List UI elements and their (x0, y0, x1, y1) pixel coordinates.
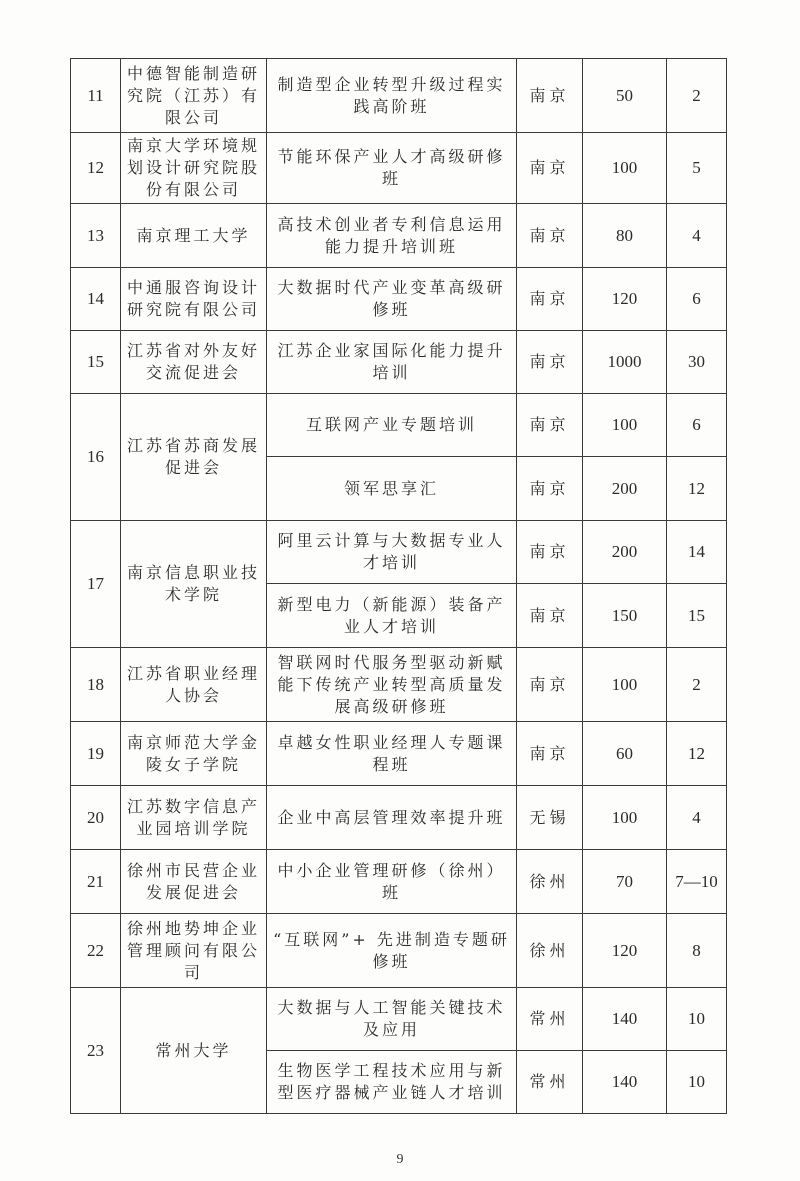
row-number: 21 (71, 850, 121, 914)
days-cell: 12 (667, 457, 727, 521)
organization-cell: 南京大学环境规划设计研究院股份有限公司 (121, 133, 267, 204)
city-cell: 南京 (517, 133, 583, 204)
organization-cell: 江苏省职业经理人协会 (121, 648, 267, 722)
city-cell: 徐州 (517, 850, 583, 914)
city-cell: 南京 (517, 59, 583, 133)
city-cell: 南京 (517, 268, 583, 331)
course-cell: 大数据时代产业变革高级研修班 (267, 268, 517, 331)
table-row (71, 648, 727, 722)
people-cell: 140 (583, 988, 667, 1051)
people-cell: 120 (583, 268, 667, 331)
row-number: 16 (71, 394, 121, 521)
row-number: 12 (71, 133, 121, 204)
course-cell: 节能环保产业人才高级研修班 (267, 133, 517, 204)
row-number: 17 (71, 521, 121, 648)
course-cell: “互联网”+ 先进制造专题研修班 (267, 914, 517, 988)
course-cell: 高技术创业者专利信息运用能力提升培训班 (267, 204, 517, 268)
course-cell: 领军思享汇 (267, 457, 517, 521)
row-number: 19 (71, 722, 121, 786)
days-cell: 12 (667, 722, 727, 786)
people-cell: 200 (583, 457, 667, 521)
city-cell: 常州 (517, 988, 583, 1051)
organization-cell: 常州大学 (121, 988, 267, 1114)
city-cell: 南京 (517, 331, 583, 394)
organization-cell: 南京理工大学 (121, 204, 267, 268)
course-cell: 智联网时代服务型驱动新赋能下传统产业转型高质量发展高级研修班 (267, 648, 517, 722)
days-cell: 30 (667, 331, 727, 394)
people-cell: 100 (583, 133, 667, 204)
course-cell: 互联网产业专题培训 (267, 394, 517, 457)
table-row (71, 133, 727, 204)
days-cell: 15 (667, 584, 727, 648)
table-row (71, 204, 727, 268)
organization-cell: 江苏省苏商发展促进会 (121, 394, 267, 521)
days-cell: 6 (667, 268, 727, 331)
people-cell: 200 (583, 521, 667, 584)
city-cell: 南京 (517, 521, 583, 584)
table-row (71, 521, 727, 584)
days-cell: 10 (667, 1051, 727, 1114)
city-cell: 南京 (517, 394, 583, 457)
table-row (71, 331, 727, 394)
course-cell: 江苏企业家国际化能力提升培训 (267, 331, 517, 394)
row-number: 15 (71, 331, 121, 394)
table-row (71, 988, 727, 1051)
days-cell: 7—10 (667, 850, 727, 914)
city-cell: 南京 (517, 722, 583, 786)
organization-cell: 徐州地势坤企业管理顾问有限公司 (121, 914, 267, 988)
course-cell: 阿里云计算与大数据专业人才培训 (267, 521, 517, 584)
row-number: 22 (71, 914, 121, 988)
days-cell: 4 (667, 786, 727, 850)
city-cell: 南京 (517, 648, 583, 722)
organization-cell: 江苏数字信息产业园培训学院 (121, 786, 267, 850)
organization-cell: 南京师范大学金陵女子学院 (121, 722, 267, 786)
row-number: 18 (71, 648, 121, 722)
people-cell: 150 (583, 584, 667, 648)
row-number: 11 (71, 59, 121, 133)
people-cell: 140 (583, 1051, 667, 1114)
row-number: 14 (71, 268, 121, 331)
course-cell: 卓越女性职业经理人专题课程班 (267, 722, 517, 786)
days-cell: 10 (667, 988, 727, 1051)
table-row (71, 850, 727, 914)
people-cell: 1000 (583, 331, 667, 394)
course-cell: 制造型企业转型升级过程实践高阶班 (267, 59, 517, 133)
people-cell: 100 (583, 786, 667, 850)
organization-cell: 中德智能制造研究院（江苏）有限公司 (121, 59, 267, 133)
days-cell: 14 (667, 521, 727, 584)
days-cell: 2 (667, 648, 727, 722)
organization-cell: 中通服咨询设计研究院有限公司 (121, 268, 267, 331)
table-row (71, 394, 727, 457)
people-cell: 60 (583, 722, 667, 786)
table-row (71, 268, 727, 331)
row-number: 23 (71, 988, 121, 1114)
city-cell: 南京 (517, 457, 583, 521)
training-program-table (70, 58, 727, 1114)
days-cell: 8 (667, 914, 727, 988)
people-cell: 100 (583, 394, 667, 457)
people-cell: 100 (583, 648, 667, 722)
days-cell: 5 (667, 133, 727, 204)
row-number: 20 (71, 786, 121, 850)
course-cell: 大数据与人工智能关键技术及应用 (267, 988, 517, 1051)
page-number: 9 (396, 1152, 404, 1167)
city-cell: 徐州 (517, 914, 583, 988)
course-cell: 生物医学工程技术应用与新型医疗器械产业链人才培训 (267, 1051, 517, 1114)
table-row (71, 59, 727, 133)
organization-cell: 江苏省对外友好交流促进会 (121, 331, 267, 394)
city-cell: 无锡 (517, 786, 583, 850)
city-cell: 南京 (517, 584, 583, 648)
days-cell: 6 (667, 394, 727, 457)
days-cell: 2 (667, 59, 727, 133)
table-row (71, 722, 727, 786)
course-cell: 新型电力（新能源）装备产业人才培训 (267, 584, 517, 648)
people-cell: 70 (583, 850, 667, 914)
table-row (71, 786, 727, 850)
people-cell: 80 (583, 204, 667, 268)
days-cell: 4 (667, 204, 727, 268)
table-row (71, 914, 727, 988)
people-cell: 50 (583, 59, 667, 133)
city-cell: 南京 (517, 204, 583, 268)
row-number: 13 (71, 204, 121, 268)
people-cell: 120 (583, 914, 667, 988)
organization-cell: 徐州市民营企业发展促进会 (121, 850, 267, 914)
course-cell: 中小企业管理研修（徐州）班 (267, 850, 517, 914)
organization-cell: 南京信息职业技术学院 (121, 521, 267, 648)
course-cell: 企业中高层管理效率提升班 (267, 786, 517, 850)
city-cell: 常州 (517, 1051, 583, 1114)
